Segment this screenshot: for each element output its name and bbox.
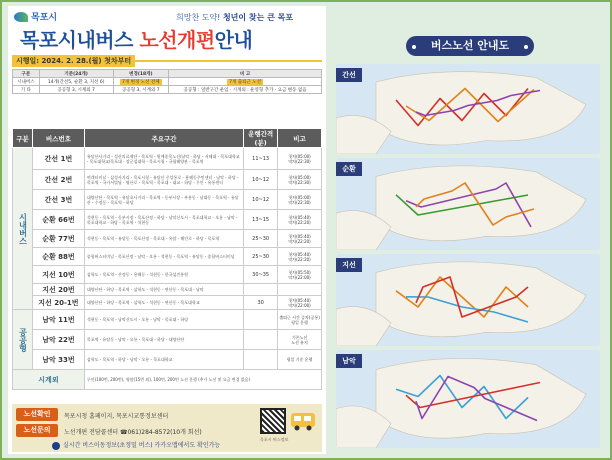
column-header: 버스번호 — [32, 129, 84, 148]
map-canvas — [336, 64, 600, 154]
route-number: 남악 22번 — [32, 330, 84, 350]
route-interval — [244, 350, 278, 370]
route-number: 지선 20번 — [32, 284, 84, 296]
route-row — [13, 370, 322, 390]
route-row — [13, 350, 322, 370]
summary-header: 비 고 — [169, 70, 322, 78]
map-label: 남악 — [336, 354, 362, 368]
route-row — [13, 284, 322, 296]
title-part-1: 목포시내버스 — [20, 28, 140, 52]
summary-header: 변경(18개) — [113, 70, 169, 78]
slogan — [176, 12, 293, 23]
bus-info-logo-icon — [290, 410, 316, 432]
route-description: 대양산단 - 하당 - 목포역 - 삼학도 - 석현동 - 연산동 - 목포대학교 — [84, 296, 243, 310]
route-note: 평일 기준 운행 — [278, 350, 322, 370]
route-number: 간선 1번 — [32, 148, 84, 170]
route-description: 석현동 - 목포역 - 남악신도시 - 오룡 - 남악 - 목포대 - 하당 — [84, 310, 243, 330]
category-cell: 시계외 — [13, 370, 85, 390]
route-map[interactable] — [336, 350, 600, 448]
check-label: 노선확인 — [16, 408, 58, 421]
route-number: 순환 66번 — [32, 210, 84, 230]
column-header: 운행간격(분) — [244, 129, 278, 148]
route-row — [13, 248, 322, 266]
route-interval: 10~12 — [244, 190, 278, 210]
summary-header: 구분 — [13, 70, 40, 78]
outside-note: 무안(100번, 200번), 영암(15번 외), 100번, 200번 노선 운행 (추가 노선 및 요금 변경 없음) — [84, 370, 321, 390]
ask-label: 노선문의 — [16, 424, 58, 437]
qr-label: 목포시 버스정보 — [260, 437, 289, 442]
route-note — [278, 284, 322, 296]
check-text: 목포시청 홈페이지, 목포시교통정보센터 — [64, 413, 169, 420]
route-description: 여객터미널 - 삼성사거리 - 목포시청 - 유달산 중앙통로 - 용해동주민센터 - 남악 - 하당 - 목포역 - 국가서빌딩 - 영산로 - 목포역 - 목포대 - 대교 - 하당 - 무안 - 유통센터 — [84, 170, 243, 190]
route-description: 유달산사거리 - 성산의료재단 - 목포역 - 원예종목노선/남악 - 하당 - 서해대 - 목포대학교 - 목포대학교/목포대 - 장군섬대학 - 목포시청 - 국립해양관 - 목포역 — [84, 148, 243, 170]
route-map[interactable] — [336, 64, 600, 154]
location-pin-icon — [52, 442, 60, 450]
route-row — [13, 148, 322, 170]
route-table-body — [13, 148, 322, 390]
effective-date: 시행일: 2024. 2. 28.(월) 첫차부터 — [12, 55, 135, 67]
route-description: 목포역 - 유달동 - 남악 - 오룡 - 목포대 - 하당 - 대양산단 — [84, 330, 243, 350]
route-note: 첫차(05:40) 막차(22:20) — [278, 230, 322, 248]
category-cell: 시내버스 — [13, 148, 33, 310]
route-interval — [244, 330, 278, 350]
route-number: 간선 3번 — [32, 190, 84, 210]
contact-box — [12, 404, 322, 452]
route-map-panel — [332, 6, 604, 454]
summary-table — [12, 69, 322, 94]
route-number: 순환 77번 — [32, 230, 84, 248]
route-number: 남악 11번 — [32, 310, 84, 330]
route-map[interactable] — [336, 158, 600, 250]
route-description: 종합버스터미널 - 목포산정 - 남악 - 오룡 - 석현동 - 목포역 - 유달동 - 종합버스터미널 — [84, 248, 243, 266]
route-row — [13, 170, 322, 190]
city-logo — [14, 10, 57, 23]
route-number: 순환 88번 — [32, 248, 84, 266]
route-note: 첫차(05:00) 막차(22:30) — [278, 170, 322, 190]
route-row — [13, 190, 322, 210]
map-canvas — [336, 350, 600, 448]
summary-cell: 시내버스 — [13, 78, 40, 86]
route-info-panel — [8, 6, 326, 454]
route-table — [12, 128, 322, 390]
qr-code-icon[interactable] — [260, 408, 286, 434]
route-number: 지선 10번 — [32, 266, 84, 284]
route-interval: 10~12 — [244, 170, 278, 190]
route-interval: 25~30 — [244, 230, 278, 248]
ask-text: 노선개편 전담콜센터 ☎061)284-8572(10개 회선) — [64, 429, 202, 436]
title-part-3: 안내 — [214, 28, 253, 52]
route-note: 첫차(05:40) 막차(22:00) — [278, 296, 322, 310]
route-note: 기존노선 노선 유지 — [278, 330, 322, 350]
category-cell: 공공형 — [13, 310, 33, 370]
effective-date-bar — [12, 54, 322, 67]
route-description: 삼학도 - 목포역 - 하당 - 남악 - 오룡 - 목포대학교 — [84, 350, 243, 370]
summary-badge: 7개 출퇴근 노선 — [229, 79, 261, 85]
column-header: 구분 — [13, 129, 33, 148]
summary-cell: 공공형 3, 시계외 7 — [113, 86, 169, 94]
route-description: 대양산단 - 목포역 - 유달초사거리 - 목포역 - 동부시장 - 부흥동 - 남대동 - 목포역 - 유달산 - 수정동 - 목포역 - 하당 — [84, 190, 243, 210]
route-row — [13, 330, 322, 350]
page-title — [20, 24, 252, 53]
summary-cell — [169, 78, 322, 86]
route-interval: 30~35 — [244, 266, 278, 284]
route-map[interactable] — [336, 254, 600, 346]
summary-cell: 기 타 — [13, 86, 40, 94]
route-note: 첫차(05:50) 막차(22:00) — [278, 266, 322, 284]
route-description: 대양산단 - 하당 - 목포역 - 삼학도 - 석현동 - 연산동 - 목포대 - 남악 — [84, 284, 243, 296]
route-note: 첫차(05:40) 막차(22:20) — [278, 248, 322, 266]
summary-cell: 공공형 3, 시계외 7 — [39, 86, 113, 94]
column-header: 비고 — [278, 129, 322, 148]
realtime-text: 실시간 버스이동정보(초정밀 버스) 카카오맵에서도 확인가능 — [63, 442, 221, 449]
map-canvas — [336, 254, 600, 346]
route-row — [13, 296, 322, 310]
slogan-bold: 청년이 찾는 큰 목포 — [222, 13, 294, 22]
date-divider — [135, 60, 322, 62]
route-note: 출퇴근 시간 증차(공통) 평일 운행 — [278, 310, 322, 330]
summary-header: 기준(24개) — [39, 70, 113, 78]
route-note: 첫차(05:00) 막차(22:30) — [278, 190, 322, 210]
route-interval — [244, 310, 278, 330]
title-part-2: 노선개편 — [139, 28, 215, 52]
column-header: 주요구간 — [84, 129, 243, 148]
slogan-pre: 희망찬 도약! — [176, 13, 221, 22]
route-interval: 25~30 — [244, 248, 278, 266]
route-description: 석현동 - 목포역 - 동부시장 - 목포산정 - 하당 - 남악신도시 - 목포대학교 - 오룡 - 남악 - 목포대학교 - 하당 - 목포역 - 석현동 — [84, 210, 243, 230]
route-note: 첫차(05:40) 막차(22:20) — [278, 210, 322, 230]
map-canvas — [336, 158, 600, 250]
route-description: 석현동 - 목포역 - 유달동 - 목포산정 - 목포대 - 옥암 - 해안로 - 하당 - 목포역 — [84, 230, 243, 248]
map-label: 순환 — [336, 162, 362, 176]
route-row — [13, 266, 322, 284]
logo-text: 목포시 — [31, 13, 58, 23]
route-number: 지선 20-1번 — [32, 296, 84, 310]
summary-cell: 공공형 : 일반구간 운임 · 시계외 : 운영형 추가 · 요금 변동 없음 — [169, 86, 322, 94]
route-interval: 11~13 — [244, 148, 278, 170]
logo-mark-icon — [14, 12, 28, 22]
route-interval: 13~15 — [244, 210, 278, 230]
map-label: 지선 — [336, 258, 362, 272]
map-panel-title: 버스노선 안내도 — [406, 36, 534, 56]
realtime-info — [52, 440, 220, 450]
summary-cell — [113, 78, 169, 86]
route-number: 남악 33번 — [32, 350, 84, 370]
route-row — [13, 230, 322, 248]
summary-badge: 7개 변경 노선 전체 — [122, 79, 160, 85]
route-row — [13, 310, 322, 330]
route-description: 삼학도 - 목포역 - 산정동 - 용해동 - 석현동 - 한국섬진흥원 — [84, 266, 243, 284]
route-interval: 30 — [244, 296, 278, 310]
map-label: 간선 — [336, 68, 362, 82]
route-number: 간선 2번 — [32, 170, 84, 190]
route-row — [13, 210, 322, 230]
route-interval — [244, 284, 278, 296]
summary-cell: 14개(간선5, 순환 3, 지선 6) — [39, 78, 113, 86]
route-note: 첫차(05:00) 막차(22:30) — [278, 148, 322, 170]
